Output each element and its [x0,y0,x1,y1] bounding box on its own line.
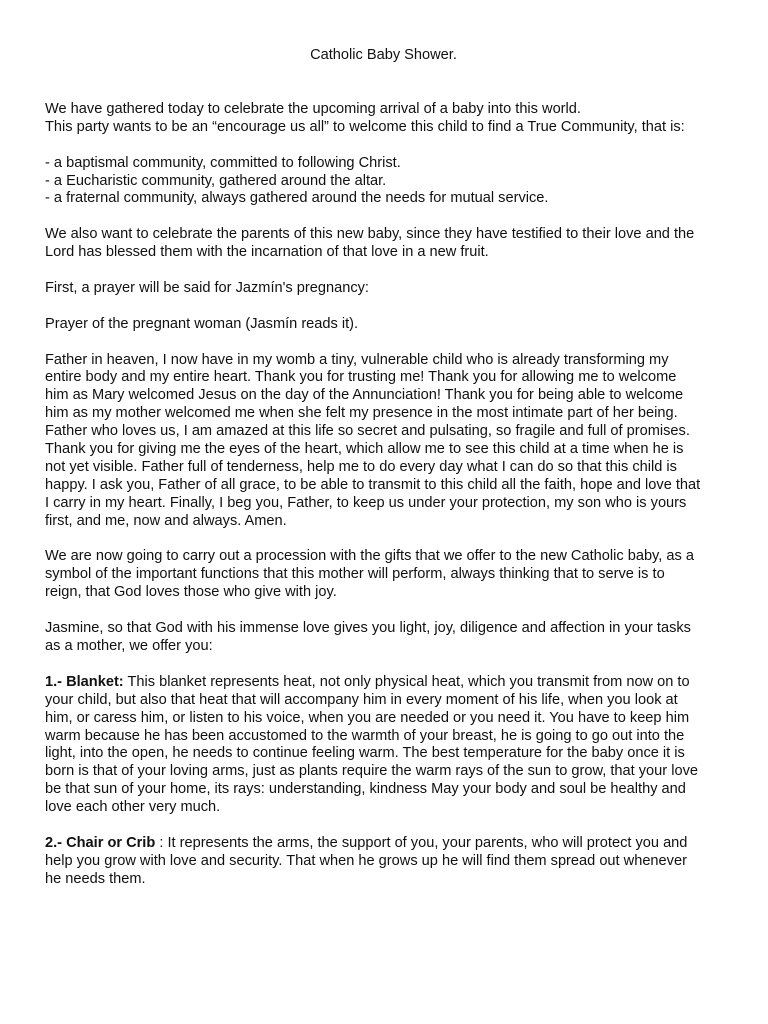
gift-first-line [45,674,730,692]
community-list [45,155,730,209]
list-item: - a Eucharistic community, gathered around the altar. [45,172,387,189]
offer-paragraph [45,620,730,656]
intro-paragraph [45,101,730,137]
document-page [45,47,730,907]
gift-line: be that sun of your home, its rays: understanding, kindness May your body and soul be healthy and [45,781,686,798]
prayer-line: first, and me, now and always. Amen. [45,512,287,529]
paragraph-line: symbol of the important functions that this mother will perform, always thinking that to serve is to [45,566,665,583]
paragraph-line: We are now going to carry out a procession with the gifts that we offer to the new Catholic baby, as a [45,548,694,565]
gift-line: warm because he has been accustomed to the warmth of your breast, he is going to go out into the [45,727,685,744]
prayer-line: him as Mary welcomed Jesus on the day of the Annunciation! Thank you for being able to welcome [45,387,684,404]
paragraph-line: Prayer of the pregnant woman (Jasmín reads it). [45,315,359,332]
prayer-line: not yet visible. Father full of tenderness, help me to do every day what I can do so that this child is [45,458,677,475]
intro-line: This party wants to be an “encourage us all” to welcome this child to find a True Community, that is: [45,118,685,135]
prayer-line: Father who loves us, I am amazed at this life so secret and pulsating, so fragile and full of promises. [45,423,690,440]
list-item: - a baptismal community, committed to following Christ. [45,154,401,171]
document-title: Catholic Baby Shower. [310,47,457,63]
prayer-paragraph [45,352,730,531]
prayer-line: I carry in my heart. Finally, I beg you, Father, to keep us under your protection, my son who is yours [45,494,687,511]
prayer-line: Father in heaven, I now have in my womb a tiny, vulnerable child who is already transforming my [45,351,669,368]
prayer-line: Thank you for giving me the eyes of the heart, which allow me to see this child at a time when he is [45,441,684,458]
prayer-line: him as my mother welcomed me when she felt my presence in the most intimate part of her being. [45,405,678,422]
paragraph-line: reign, that God loves those who give with joy. [45,584,337,601]
gift-first-line [45,835,730,853]
gift-text: This blanket represents heat, not only physical heat, which you transmit from now on to [123,673,690,690]
gift-line: he needs them. [45,870,146,887]
gift-label: 1.- Blanket: [45,673,124,690]
gift-label: 2.- Chair or Crib [45,834,156,851]
gift-line: love each other very much. [45,799,221,816]
gift-line: your child, but also that heat that will accompany him in every moment of his life, when you look at [45,691,678,708]
prayer-title-paragraph [45,316,730,334]
gift-blanket-paragraph [45,674,730,817]
parents-paragraph [45,226,730,262]
procession-paragraph [45,548,730,602]
first-prayer-paragraph [45,280,730,298]
gift-line: light, into the open, he needs to continue feeling warm. The best temperature for the baby once it is [45,745,685,762]
prayer-line: entire body and my entire heart. Thank you for trusting me! Thank you for allowing me to welcome [45,369,677,386]
gift-line: born is that of your loving arms, just as plants require the warm rays of the sun to grow, that your love [45,763,698,780]
paragraph-line: Jasmine, so that God with his immense love gives you light, joy, diligence and affection in your tasks [45,620,691,637]
paragraph-line: Lord has blessed them with the incarnation of that love in a new fruit. [45,244,489,261]
gift-chair-paragraph [45,835,730,889]
paragraph-line: First, a prayer will be said for Jazmín's pregnancy: [45,279,369,296]
gift-line: him, or caress him, or listen to his voice, when you are needed or you need it. You have to keep him [45,709,690,726]
list-item: - a fraternal community, always gathered around the needs for mutual service. [45,190,549,207]
intro-line: We have gathered today to celebrate the upcoming arrival of a baby into this world. [45,100,581,117]
gift-line: help you grow with love and security. That when he grows up he will find them spread out whenever [45,852,687,869]
prayer-line: happy. I ask you, Father of all grace, to be able to transmit to this child all the faith, hope and love that [45,476,701,493]
paragraph-line: We also want to celebrate the parents of this new baby, since they have testified to their love and the [45,226,695,243]
gift-text: : It represents the arms, the support of you, your parents, who will protect you and [155,834,688,851]
paragraph-line: as a mother, we offer you: [45,637,213,654]
